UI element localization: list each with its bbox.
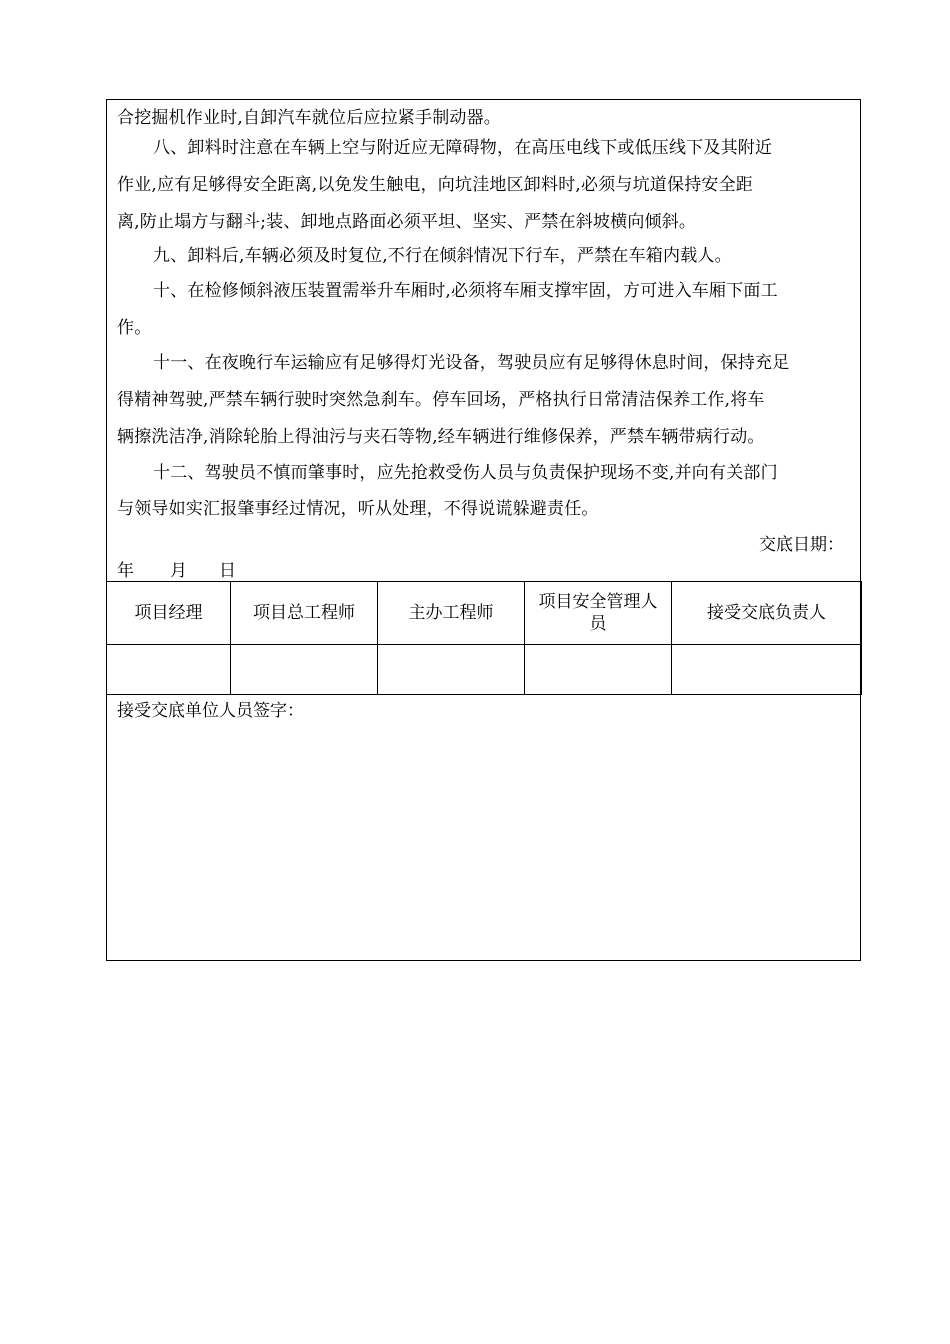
header-recipient: 接受交底负责人 (672, 582, 862, 645)
header-chief-engineer: 项目总工程师 (231, 582, 378, 645)
signature-cell[interactable] (378, 645, 525, 695)
text-line: 十、在检修倾斜液压装置需举升车厢时,必须将车厢支撑牢固，方可进入车厢下面工 (153, 281, 778, 301)
text-line: 十二、驾驶员不慎而肇事时，应先抢救受伤人员与负责保护现场不变,并向有关部门 (153, 463, 778, 483)
signature-cell[interactable] (231, 645, 378, 695)
table-signature-row (107, 645, 862, 695)
date-label: 交底日期： (759, 535, 844, 555)
signature-table (106, 581, 862, 695)
paragraph-item-8-cont (117, 167, 853, 241)
unit-signature-label: 接受交底单位人员签字： (117, 701, 304, 721)
signature-cell[interactable] (672, 645, 862, 695)
text-line: 九、卸料后,车辆必须及时复位,不行在倾斜情况下行车，严禁在车箱内载人。 (153, 246, 732, 266)
table-header-row (107, 582, 862, 645)
paragraph-item-11-cont (117, 382, 853, 456)
paragraph-item-12 (117, 455, 853, 492)
day-label: 日 (219, 561, 236, 581)
paragraph-item-11 (117, 345, 853, 382)
header-project-manager: 项目经理 (107, 582, 231, 645)
text-line: 与领导如实汇报肇事经过情况，听从处理，不得说谎躲避责任。 (117, 499, 599, 519)
paragraph-item-10-cont (117, 310, 853, 347)
header-safety-manager: 项目安全管理人员 (525, 582, 672, 645)
text-line: 八、卸料时注意在车辆上空与附近应无障碍物，在高压电线下或低压线下及其附近 (153, 138, 773, 158)
paragraph-item-10 (117, 273, 853, 310)
document-frame (106, 99, 861, 961)
text-line: 合挖掘机作业时,自卸汽车就位后应拉紧手制动器。 (117, 108, 502, 128)
paragraph-item-9 (117, 238, 853, 275)
year-label: 年 (117, 561, 134, 581)
text-line: 作业,应有足够得安全距离,以免发生触电，向坑洼地区卸料时,必须与坑道保持安全距 (117, 175, 754, 195)
signature-cell[interactable] (107, 645, 231, 695)
text-line: 作。 (117, 318, 152, 338)
signature-cell[interactable] (525, 645, 672, 695)
paragraph-item-12-cont (117, 491, 853, 528)
text-line: 离,防止塌方与翻斗;装、卸地点路面必须平坦、坚实、严禁在斜坡横向倾斜。 (117, 212, 697, 232)
header-lead-engineer: 主办工程师 (378, 582, 525, 645)
date-fields (117, 556, 236, 581)
text-line: 辆擦洗洁净,消除轮胎上得油污与夹石等物,经车辆进行维修保养，严禁车辆带病行动。 (117, 427, 765, 447)
text-line: 十一、在夜晚行车运输应有足够得灯光设备，驾驶员应有足够得休息时间，保持充足 (153, 353, 790, 373)
paragraph-item-8 (117, 130, 853, 167)
text-line: 得精神驾驶,严禁车辆行驶时突然急刹车。停车回场，严格执行日常清洁保养工作,将车 (117, 390, 765, 410)
month-label: 月 (170, 561, 187, 581)
